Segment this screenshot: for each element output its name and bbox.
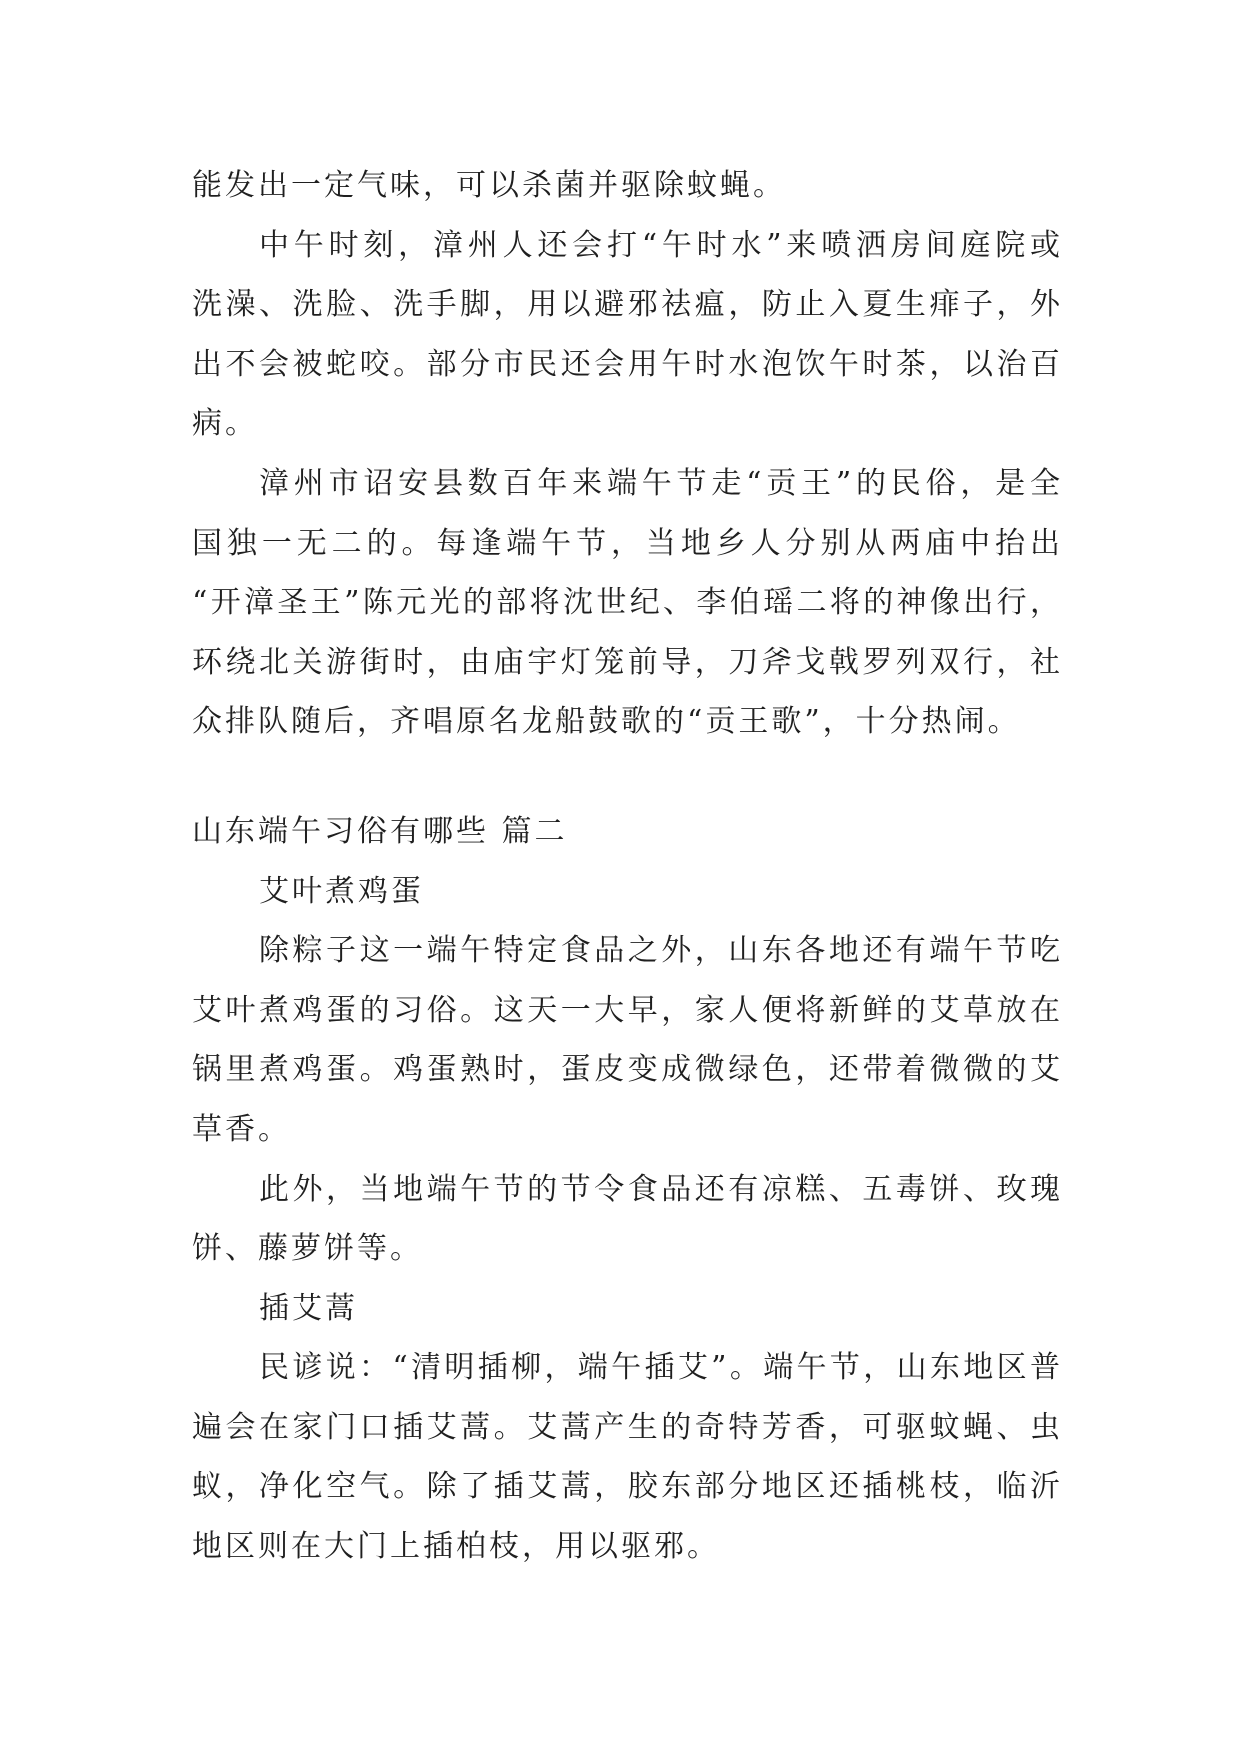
paragraph-line: 草香。 — [192, 1111, 291, 1147]
paragraph-line: 蚁，净化空气。除了插艾蒿，胶东部分地区还插桃枝，临沂 — [192, 1469, 1060, 1505]
section-heading: 山东端午习俗有哪些 篇二 — [192, 813, 568, 849]
paragraph — [192, 1160, 1060, 1279]
paragraph — [192, 454, 1060, 752]
paragraph-line: 环绕北关游街时，由庙宇灯笼前导，刀斧戈戟罗列双行，社 — [192, 644, 1060, 680]
paragraph-line: 病。 — [192, 406, 258, 442]
document-body — [192, 156, 1060, 1577]
paragraph-line: 国独一无二的。每逢端午节，当地乡人分别从两庙中抬出 — [192, 525, 1060, 561]
paragraph-line: 民谚说：“清明插柳，端午插艾”。端午节，山东地区普 — [259, 1350, 1060, 1386]
paragraph-line: 除粽子这一端午特定食品之外，山东各地还有端午节吃 — [259, 933, 1060, 969]
paragraph-line: 遍会在家门口插艾蒿。艾蒿产生的奇特芳香，可驱蚊蝇、虫 — [192, 1409, 1060, 1445]
paragraph-line: 此外，当地端午节的节令食品还有凉糕、五毒饼、玫瑰 — [259, 1171, 1060, 1207]
paragraph-line: 能发出一定气味，可以杀菌并驱除蚊蝇。 — [192, 168, 786, 203]
paragraph — [192, 1338, 1060, 1576]
paragraph-line: 饼、藤萝饼等。 — [192, 1231, 423, 1267]
subheading — [192, 1279, 1060, 1339]
paragraph-line: 地区则在大门上插柏枝，用以驱邪。 — [192, 1529, 720, 1565]
paragraph-line: 众排队随后，齐唱原名龙船鼓歌的“贡王歌”，十分热闹。 — [192, 704, 1021, 740]
paragraph — [192, 216, 1060, 454]
paragraph-line: 洗澡、洗脸、洗手脚，用以避邪祛瘟，防止入夏生痱子，外 — [192, 287, 1060, 323]
paragraph-line: 锅里煮鸡蛋。鸡蛋熟时，蛋皮变成微绿色，还带着微微的艾 — [192, 1052, 1060, 1088]
subheading-text: 艾叶煮鸡蛋 — [259, 873, 424, 909]
paragraph — [192, 921, 1060, 1159]
paragraph-line: 中午时刻，漳州人还会打“午时水”来喷洒房间庭院或 — [259, 227, 1060, 263]
subheading — [192, 862, 1060, 922]
paragraph — [192, 156, 1060, 216]
paragraph-line: 艾叶煮鸡蛋的习俗。这天一大早，家人便将新鲜的艾草放在 — [192, 992, 1060, 1028]
paragraph-line: 漳州市诏安县数百年来端午节走“贡王”的民俗，是全 — [259, 465, 1060, 501]
subheading-text: 插艾蒿 — [259, 1290, 358, 1326]
paragraph-line: 出不会被蛇咬。部分市民还会用午时水泡饮午时茶，以治百 — [192, 346, 1060, 382]
paragraph-line: “开漳圣王”陈元光的部将沈世纪、李伯瑶二将的神像出行， — [192, 585, 1060, 621]
